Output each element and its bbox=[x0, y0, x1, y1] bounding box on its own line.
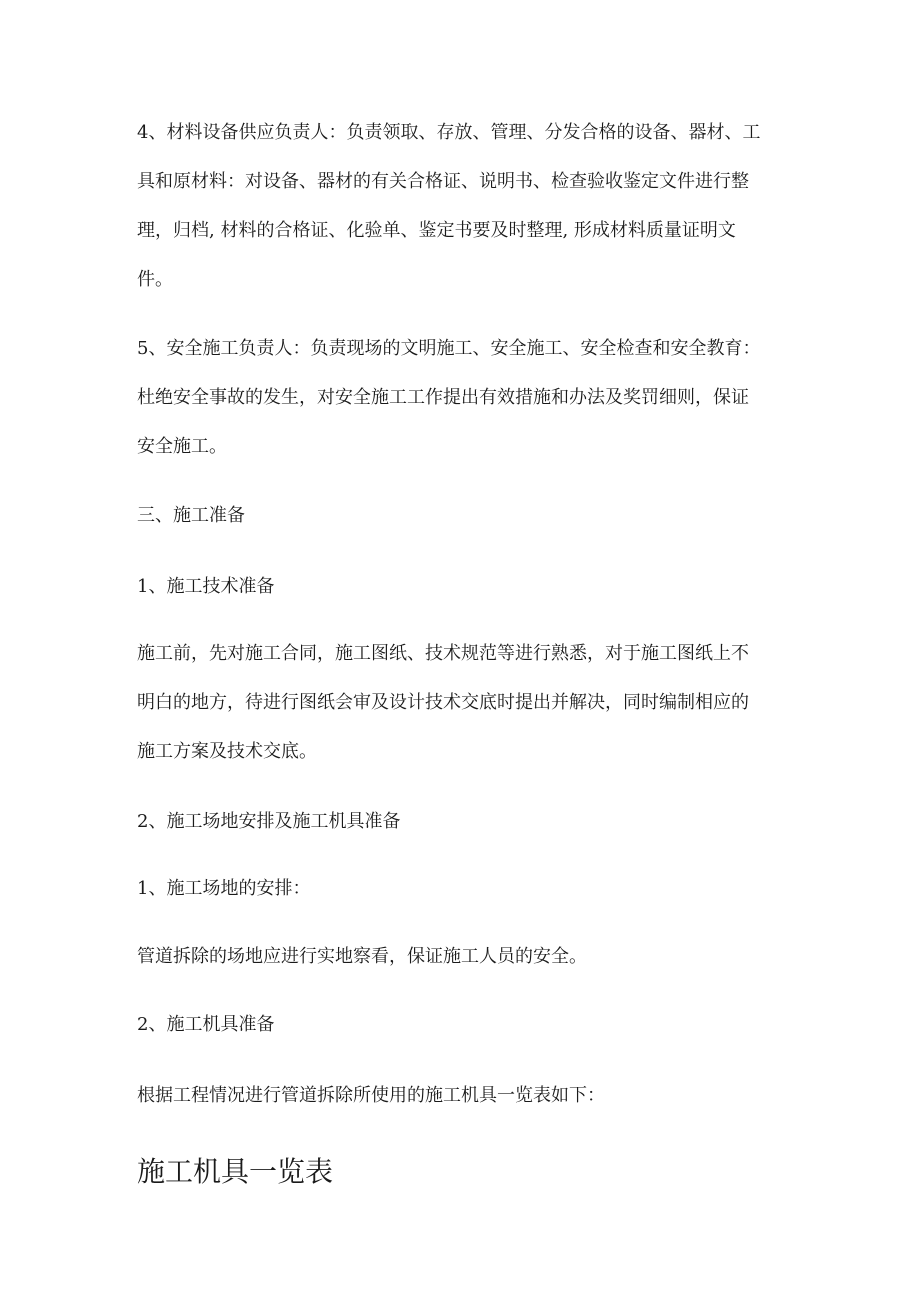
subsection-heading-site-arrangement: 1、施工场地的安排： bbox=[137, 878, 311, 899]
subsection-heading-equipment-preparation: 2、施工机具准备 bbox=[137, 1014, 275, 1035]
text-line: 5、安全施工负责人：负责现场的文明施工、安全施工、安全检查和安全教育： bbox=[137, 338, 761, 359]
text-line: 具和原材料：对设备、器材的有关合格证、说明书、检查验收鉴定文件进行整 bbox=[137, 171, 749, 192]
table-title: 施工机具一览表 bbox=[137, 1155, 334, 1188]
section-heading-construction-preparation: 三、施工准备 bbox=[137, 505, 245, 526]
text-line: 施工方案及技术交底。 bbox=[137, 741, 317, 762]
text-line: 安全施工。 bbox=[137, 436, 227, 457]
subsection-heading-site-and-equipment: 2、施工场地安排及施工机具准备 bbox=[137, 811, 401, 832]
text-line: 理，归档, 材料的合格证、化验单、鉴定书要及时整理, 形成材料质量证明文 bbox=[137, 220, 736, 241]
paragraph-safety-supervisor bbox=[137, 324, 782, 471]
text-line: 明白的地方，待进行图纸会审及设计技术交底时提出并解决，同时编制相应的 bbox=[137, 692, 749, 713]
paragraph-site-arrangement: 管道拆除的场地应进行实地察看，保证施工人员的安全。 bbox=[137, 946, 587, 967]
text-line: 件。 bbox=[137, 269, 173, 290]
paragraph-materials-supervisor bbox=[137, 108, 782, 304]
text-line: 4、材料设备供应负责人：负责领取、存放、管理、分发合格的设备、器材、工 bbox=[137, 122, 761, 143]
paragraph-equipment-preparation: 根据工程情况进行管道拆除所使用的施工机具一览表如下： bbox=[137, 1085, 605, 1106]
subsection-heading-technical-preparation: 1、施工技术准备 bbox=[137, 576, 275, 597]
text-line: 施工前，先对施工合同，施工图纸、技术规范等进行熟悉，对于施工图纸上不 bbox=[137, 643, 749, 664]
paragraph-technical-preparation bbox=[137, 629, 782, 776]
text-line: 杜绝安全事故的发生，对安全施工工作提出有效措施和办法及奖罚细则，保证 bbox=[137, 387, 749, 408]
